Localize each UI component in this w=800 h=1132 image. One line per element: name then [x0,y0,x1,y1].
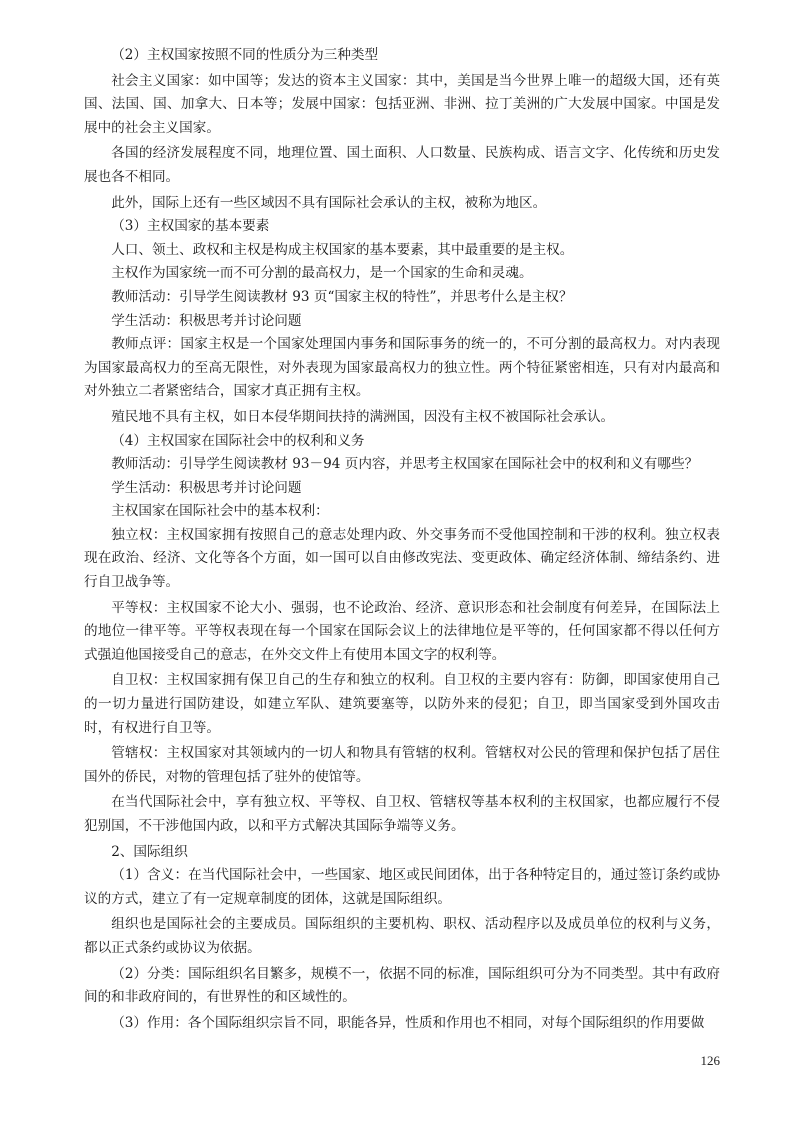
paragraph: 主权国家在国际社会中的基本权利： [111,503,329,520]
paragraph: 人口、领土、政权和主权是构成主权国家的基本要素，其中最重要的是主权。 [111,241,574,258]
paragraph: 社会主义国家：如中国等；发达的资本主义国家：其中，美国是当今世界上唯一的超级大国，还有英国、法国、国、加拿大、日本等；发展中国家：包括亚洲、非洲、拉丁美洲的广大发展中国家。中国是发展中的社会主义国家。 [84,72,720,136]
paragraph: 学生活动：积极思考并讨论问题 [111,479,302,496]
paragraph: 教师活动：引导学生阅读教材 93 页“国家主权的特性”，并思考什么是主权？ [111,288,573,305]
paragraph: （3）主权国家的基本要素 [111,218,270,235]
paragraph: （2）主权国家按照不同的性质分为三种类型 [111,47,379,63]
paragraph: 自卫权：主权国家拥有保卫自己的生存和独立的权利。自卫权的主要内容有：防御，即国家使用自己的一切力量进行国防建设，如建立军队、建筑要塞等，以防外来的侵犯；自卫，即当国家受到外国攻击时，有权进行自卫等。 [84,672,720,736]
paragraph: 在当代国际社会中，享有独立权、平等权、自卫权、管辖权等基本权利的主权国家，也都应履行不侵犯别国，不干涉他国内政，以和平方式解决其国际争端等义务。 [84,794,720,834]
paragraph: 此外，国际上还有一些区域因不具有国际社会承认的主权，被称为地区。 [111,194,547,211]
paragraph: （1）含义：在当代国际社会中，一些国家、地区或民间团体，出于各种特定目的，通过签订条约或协议的方式，建立了有一定规章制度的团体，这就是国际组织。 [84,867,720,907]
paragraph: 教师活动：引导学生阅读教材 93－94 页内容，并思考主权国家在国际社会中的权利和义有哪些？ [111,456,699,473]
paragraph: （2）分类：国际组织名目繁多，规模不一，依据不同的标准，国际组织可分为不同类型。其中有政府间的和非政府间的，有世界性的和区域性的。 [84,965,720,1006]
paragraph: 独立权：主权国家拥有按照自己的意志处理内政、外交事务而不受他国控制和干涉的权利。独立权表现在政治、经济、文化等各个方面，如一国可以自由修改宪法、变更政体、确定经济体制、缔结条约、进行自卫战争等。 [84,526,720,591]
paragraph: 各国的经济发展程度不同，地理位置、国土面积、人口数量、民族构成、语言文字、化传统和历史发展也各不相同。 [84,145,720,185]
page-number: 126 [700,1053,720,1068]
paragraph: 组织也是国际社会的主要成员。国际组织的主要机构、职权、活动程序以及成员单位的权利与义务，都以正式条约或协议为依据。 [84,916,720,956]
paragraph: 主权作为国家统一而不可分割的最高权力，是一个国家的生命和灵魂。 [111,265,533,282]
paragraph: （4）主权国家在国际社会中的权利和义务 [111,432,365,449]
paragraph: 教师点评：国家主权是一个国家处理国内事务和国际事务的统一的，不可分割的最高权力。对内表现为国家最高权力的至高无限性，对外表现为国家最高权力的独立性。两个特征紧密相连，只有对内最高和对外独立二者紧密结合，国家才真正拥有主权。 [84,336,720,400]
paragraph: 2、国际组织 [111,843,188,860]
body-text [84,44,720,1035]
paragraph: 学生活动：积极思考并讨论问题 [111,312,302,329]
paragraph: 管辖权：主权国家对其领域内的一切人和物具有管辖的权利。管辖权对公民的管理和保护包括了居住国外的侨民，对物的管理包括了驻外的使馆等。 [84,745,720,785]
paragraph: （3）作用：各个国际组织宗旨不同，职能各异，性质和作用也不相同，对每个国际组织的作用要做 [111,1014,705,1031]
paragraph: 平等权：主权国家不论大小、强弱，也不论政治、经济、意识形态和社会制度有何差异，在国际法上的地位一律平等。平等权表现在每一个国家在国际会议上的法律地位是平等的，任何国家都不得以任何方式强迫他国接受自己的意志，在外交文件上有使用本国文字的权利等。 [84,599,720,663]
paragraph: 殖民地不具有主权，如日本侵华期间扶持的满洲国，因没有主权不被国际社会承认。 [111,408,615,425]
